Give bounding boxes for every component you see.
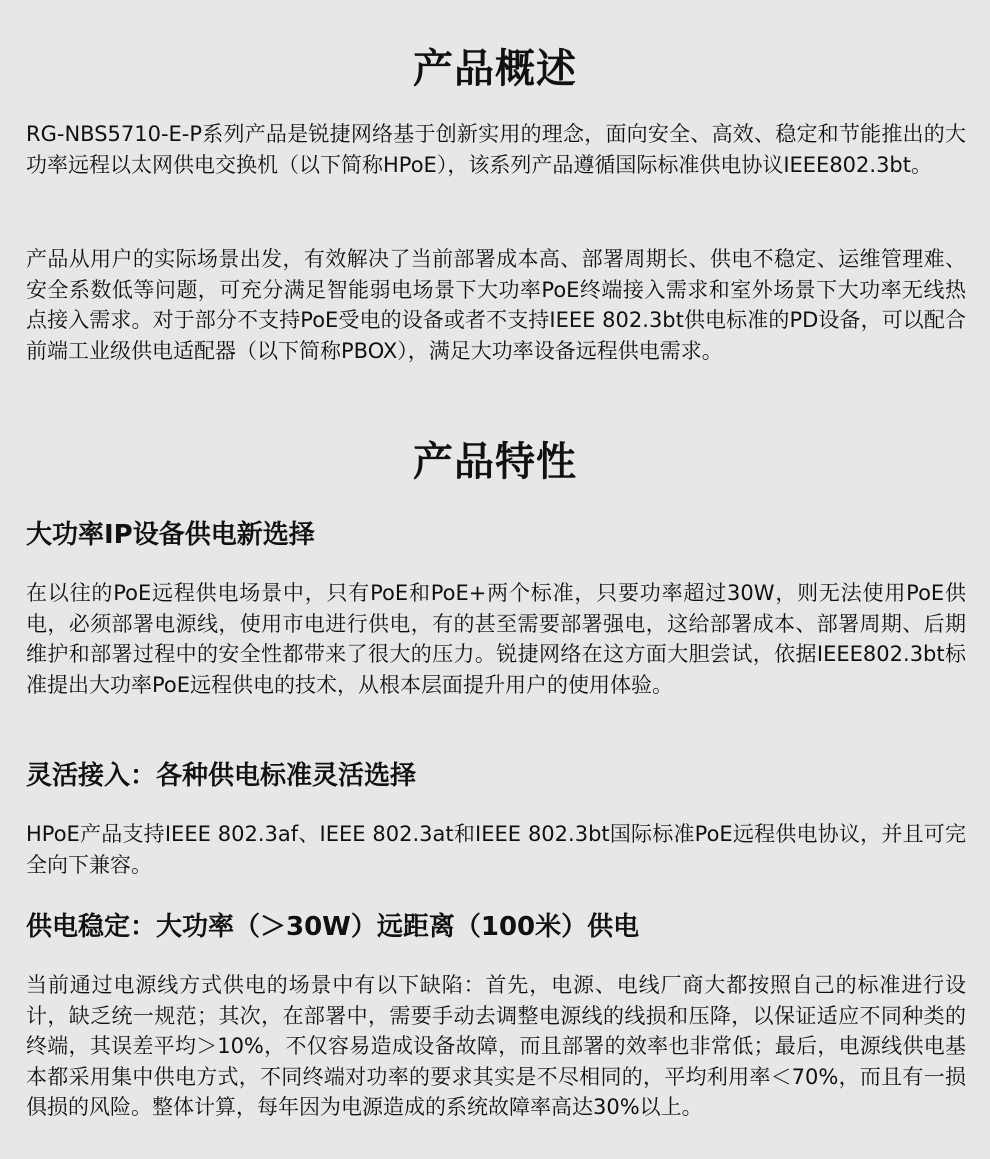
feature-heading-high-power: 大功率IP设备供电新选择 — [26, 520, 315, 550]
feature-heading-flexible-access: 灵活接入：各种供电标准灵活选择 — [26, 761, 417, 791]
overview-paragraph-2: 产品从用户的实际场景出发，有效解决了当前部署成本高、部署周期长、供电不稳定、运维管理难、安全系数低等问题，可充分满足智能弱电场景下大功率PoE终端接入需求和室外场景下大功率无线热点接入需求。对于部分不支持PoE受电的设备或者不支持IEEE 802.3bt供电标准的PD设备，可以配合前端工业级供电适配器（以下简称PBOX），满足大功率设备远程供电需求。 — [26, 247, 966, 363]
feature-heading-stable-power: 供电稳定：大功率（＞30W）远距离（100米）供电 — [26, 912, 640, 942]
feature-text-stable-power: 当前通过电源线方式供电的场景中有以下缺陷：首先，电源、电线厂商大都按照自己的标准进行设计，缺乏统一规范；其次，在部署中，需要手动去调整电源线的线损和压降，以保证适应不同种类的终端，其误差平均＞10%，不仅容易造成设备故障，而且部署的效率也非常低；最后，电源线供电基本都采用集中供电方式，不同终端对功率的要求其实是不尽相同的，平均利用率＜70%，而且有一损俱损的风险。整体计算，每年因为电源造成的系统故障率高达30%以上。 — [26, 973, 966, 1119]
overview-paragraph-1: RG-NBS5710-E-P系列产品是锐捷网络基于创新实用的理念，面向安全、高效、稳定和节能推出的大功率远程以太网供电交换机（以下简称HPoE），该系列产品遵循国际标准供电协议IEEE802.3bt。 — [26, 122, 966, 177]
feature-text-high-power: 在以往的PoE远程供电场景中，只有PoE和PoE+两个标准，只要功率超过30W，则无法使用PoE供电，必须部署电源线，使用市电进行供电，有的甚至需要部署强电，这给部署成本、部署周期、后期维护和部署过程中的安全性都带来了很大的压力。锐捷网络在这方面大胆尝试，依据IEEE802.3bt标准提出大功率PoE远程供电的技术，从根本层面提升用户的使用体验。 — [26, 581, 966, 697]
features-title: 产品特性 — [413, 439, 577, 485]
feature-text-flexible-access: HPoE产品支持IEEE 802.3af、IEEE 802.3at和IEEE 802.3bt国际标准PoE远程供电协议，并且可完全向下兼容。 — [26, 822, 966, 877]
overview-title: 产品概述 — [413, 46, 577, 92]
